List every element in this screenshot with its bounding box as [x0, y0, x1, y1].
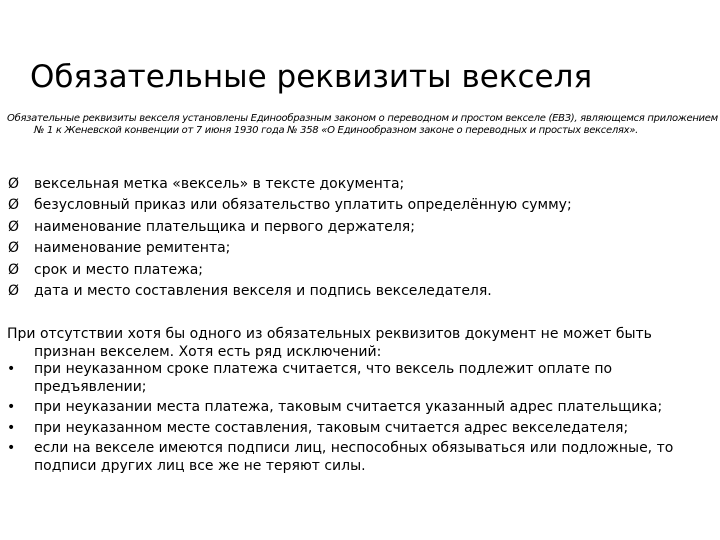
requisite-item [8, 217, 698, 238]
bullet-dot-icon: • [7, 419, 16, 436]
requisites-list [8, 174, 698, 302]
arrow-bullet-icon: Ø [8, 261, 20, 278]
bullet-dot-icon: • [7, 361, 16, 377]
requisite-text: срок и место платежа; [34, 261, 204, 278]
bullet-dot-icon: • [7, 399, 16, 415]
arrow-bullet-icon: Ø [8, 197, 20, 214]
arrow-bullet-icon: Ø [8, 218, 20, 235]
requisite-text: дата и место составления векселя и подпись векселедателя. [34, 282, 492, 299]
exception-text: при неуказании места платежа, таковым считается указанный адрес плательщика; [34, 399, 663, 415]
requisite-text: наименование плательщика и первого держателя; [34, 218, 415, 235]
requisite-item [8, 281, 698, 302]
exception-item [7, 361, 702, 396]
requisite-item [8, 174, 698, 195]
intro-paragraph: Обязательные реквизиты векселя установлены Единообразным законом о переводном и простом векселе (ЕВЗ), являющемся приложением № 1 к Женевской конвенции от 7 июня 1930 года № 358 «О Единообразном законе о переводных и простых векселях». [7, 113, 718, 136]
exceptions-list [7, 361, 702, 475]
requisite-item [8, 260, 698, 281]
exception-text: при неуказанном месте составления, таковым считается адрес векселедателя; [34, 419, 629, 436]
arrow-bullet-icon: Ø [8, 176, 20, 192]
exception-text: при неуказанном сроке платежа считается, что вексель подлежит оплате по предъявлении; [34, 361, 613, 395]
exception-item [7, 399, 702, 417]
exception-item [7, 440, 702, 475]
requisite-text: вексельная метка «вексель» в тексте документа; [34, 176, 405, 192]
requisite-item [8, 195, 698, 216]
arrow-bullet-icon: Ø [8, 240, 20, 257]
exception-item [7, 420, 702, 438]
exception-text: если на векселе имеются подписи лиц, неспособных обязываться или подложные, то подписи других лиц все же не теряют силы. [34, 440, 674, 474]
note-paragraph: При отсутствии хотя бы одного из обязательных реквизитов документ не может быть признан векселем. Хотя есть ряд исключений: [7, 326, 652, 360]
requisite-text: безусловный приказ или обязательство уплатить определённую сумму; [34, 197, 572, 214]
arrow-bullet-icon: Ø [8, 282, 20, 299]
requisite-text: наименование ремитента; [34, 240, 231, 257]
slide-title: Обязательные реквизиты векселя [30, 59, 593, 95]
bullet-dot-icon: • [7, 440, 16, 456]
exceptions-section [7, 326, 702, 478]
requisite-item [8, 238, 698, 259]
